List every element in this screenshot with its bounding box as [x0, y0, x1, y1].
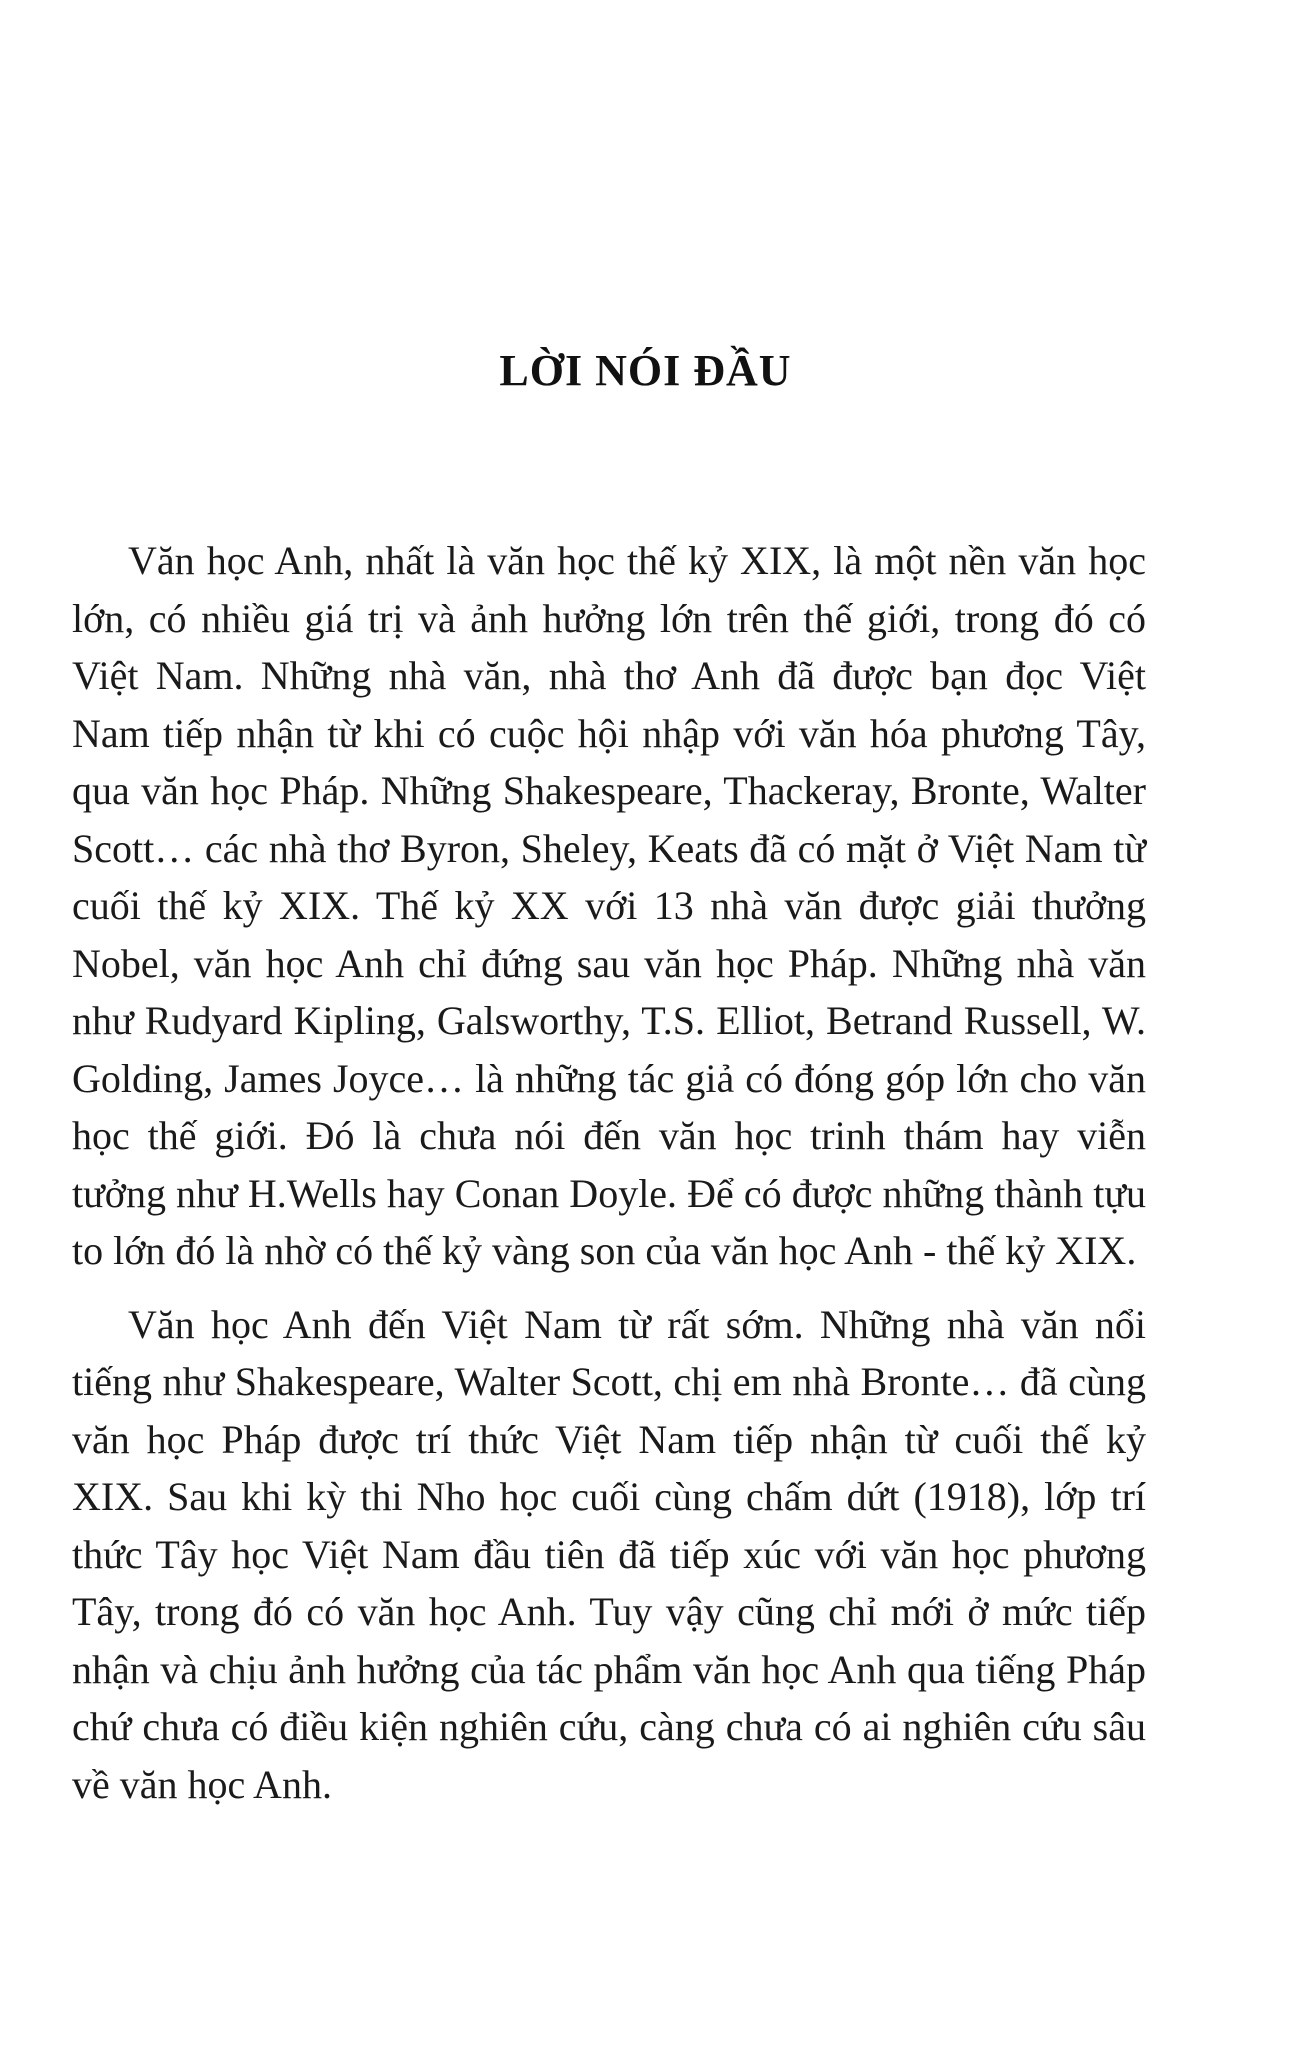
body-text: [72, 532, 1146, 1813]
paragraph-2: Văn học Anh đến Việt Nam từ rất sớm. Những nhà văn nổi tiếng như Shakespeare, Walter Scott, chị em nhà Bronte… đã cùng văn học Pháp được trí thức Việt Nam tiếp nhận từ cuối thế kỷ XIX. Sau khi kỳ thi Nho học cuối cùng chấm dứt (1918), lớp trí thức Tây học Việt Nam đầu tiên đã tiếp xúc với văn học phương Tây, trong đó có văn học Anh. Tuy vậy cũng chỉ mới ở mức tiếp nhận và chịu ảnh hưởng của tác phẩm văn học Anh qua tiếng Pháp chứ chưa có điều kiện nghiên cứu, càng chưa có ai nghiên cứu sâu về văn học Anh.: [72, 1301, 1146, 1807]
page-title: LỜI NÓI ĐẦU: [499, 346, 792, 395]
paragraph-1: Văn học Anh, nhất là văn học thế kỷ XIX, là một nền văn học lớn, có nhiều giá trị và ảnh hưởng lớn trên thế giới, trong đó có Việt Nam. Những nhà văn, nhà thơ Anh đã được bạn đọc Việt Nam tiếp nhận từ khi có cuộc hội nhập với văn hóa phương Tây, qua văn học Pháp. Những Shakespeare, Thackeray, Bronte, Walter Scott… các nhà thơ Byron, Sheley, Keats đã có mặt ở Việt Nam từ cuối thế kỷ XIX. Thế kỷ XX với 13 nhà văn được giải thưởng Nobel, văn học Anh chỉ đứng sau văn học Pháp. Những nhà văn như Rudyard Kipling, Galsworthy, T.S. Elliot, Betrand Russell, W. Golding, James Joyce… là những tác giả có đóng góp lớn cho văn học thế giới. Đó là chưa nói đến văn học trinh thám hay viễn tưởng như H.Wells hay Conan Doyle. Để có được những thành tựu to lớn đó là nhờ có thế kỷ vàng son của văn học Anh - thế kỷ XIX.: [72, 538, 1146, 1273]
